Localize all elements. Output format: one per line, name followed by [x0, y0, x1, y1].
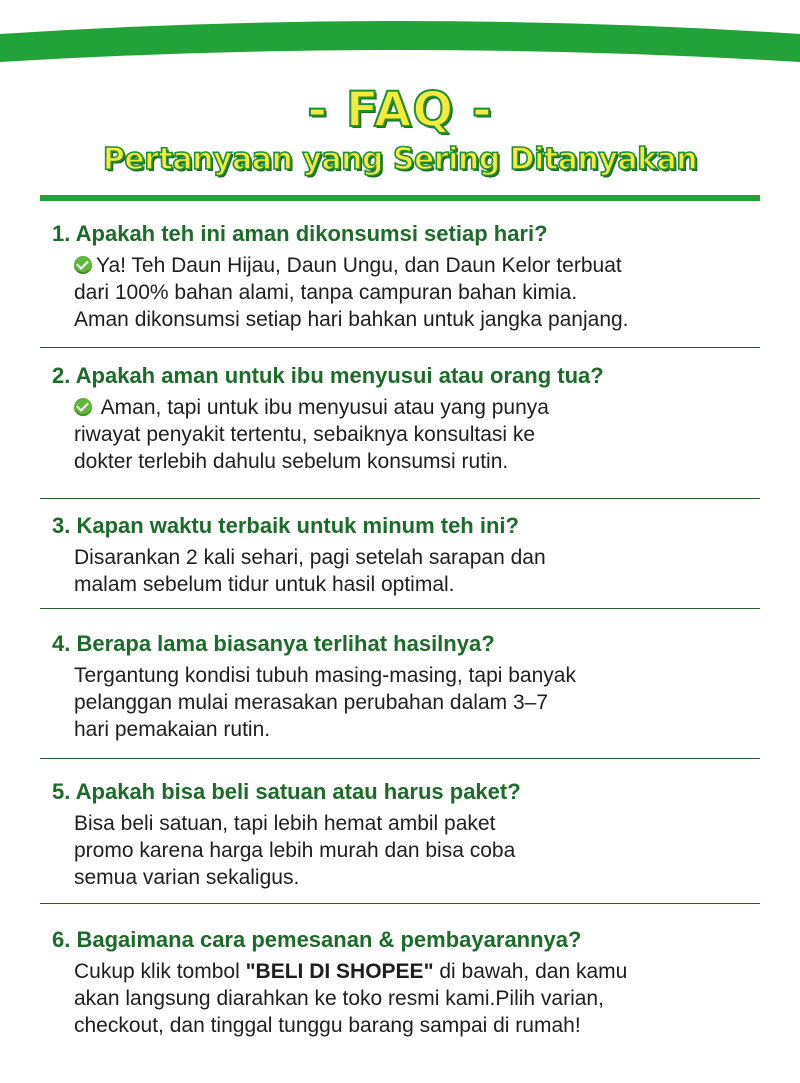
top-green-wave	[0, 0, 800, 70]
faq-divider	[40, 608, 760, 609]
faq-question: 6. Bagaimana cara pemesanan & pembayarannya?	[52, 927, 582, 952]
faq-answer: Tergantung kondisi tubuh masing-masing, tapi banyak pelanggan mulai merasakan perubahan dalam 3–7 hari pemakaian rutin.	[74, 664, 576, 741]
faq-answer: Aman, tapi untuk ibu menyusui atau yang punya riwayat penyakit tertentu, sebaiknya konsultasi ke dokter terlebih dahulu sebelum konsumsi rutin.	[74, 396, 549, 473]
check-circle-icon	[74, 398, 92, 416]
faq-question: 2. Apakah aman untuk ibu menyusui atau orang tua?	[52, 363, 604, 388]
faq-answer: Ya! Teh Daun Hijau, Daun Ungu, dan Daun Kelor terbuat dari 100% bahan alami, tanpa campuran bahan kimia. Aman dikonsumsi setiap hari bahkan untuk jangka panjang.	[74, 254, 629, 331]
faq-divider	[40, 758, 760, 759]
faq-divider	[40, 498, 760, 499]
check-circle-icon	[74, 256, 92, 274]
faq-question: 4. Berapa lama biasanya terlihat hasilnya?	[52, 631, 495, 656]
faq-answer: Disarankan 2 kali sehari, pagi setelah sarapan dan malam sebelum tidur untuk hasil optimal.	[74, 546, 546, 596]
shopee-button-reference: "BELI DI SHOPEE"	[245, 960, 434, 983]
faq-question: 3. Kapan waktu terbaik untuk minum teh ini?	[52, 513, 519, 538]
faq-answer: Bisa beli satuan, tapi lebih hemat ambil paket promo karena harga lebih murah dan bisa coba semua varian sekaligus.	[74, 812, 516, 889]
faq-divider	[40, 903, 760, 904]
faq-title: - FAQ -	[307, 82, 493, 138]
faq-divider	[40, 347, 760, 348]
faq-subtitle: Pertanyaan yang Sering Ditanyakan	[102, 142, 698, 177]
header-divider	[40, 195, 760, 201]
faq-question: 5. Apakah bisa beli satuan atau harus paket?	[52, 779, 521, 804]
faq-question: 1. Apakah teh ini aman dikonsumsi setiap hari?	[52, 221, 548, 246]
faq-answer: Cukup klik tombol "BELI DI SHOPEE" di bawah, dan kamu akan langsung diarahkan ke toko resmi kami.Pilih varian, checkout, dan tinggal tunggu barang sampai di rumah!	[74, 960, 628, 1037]
